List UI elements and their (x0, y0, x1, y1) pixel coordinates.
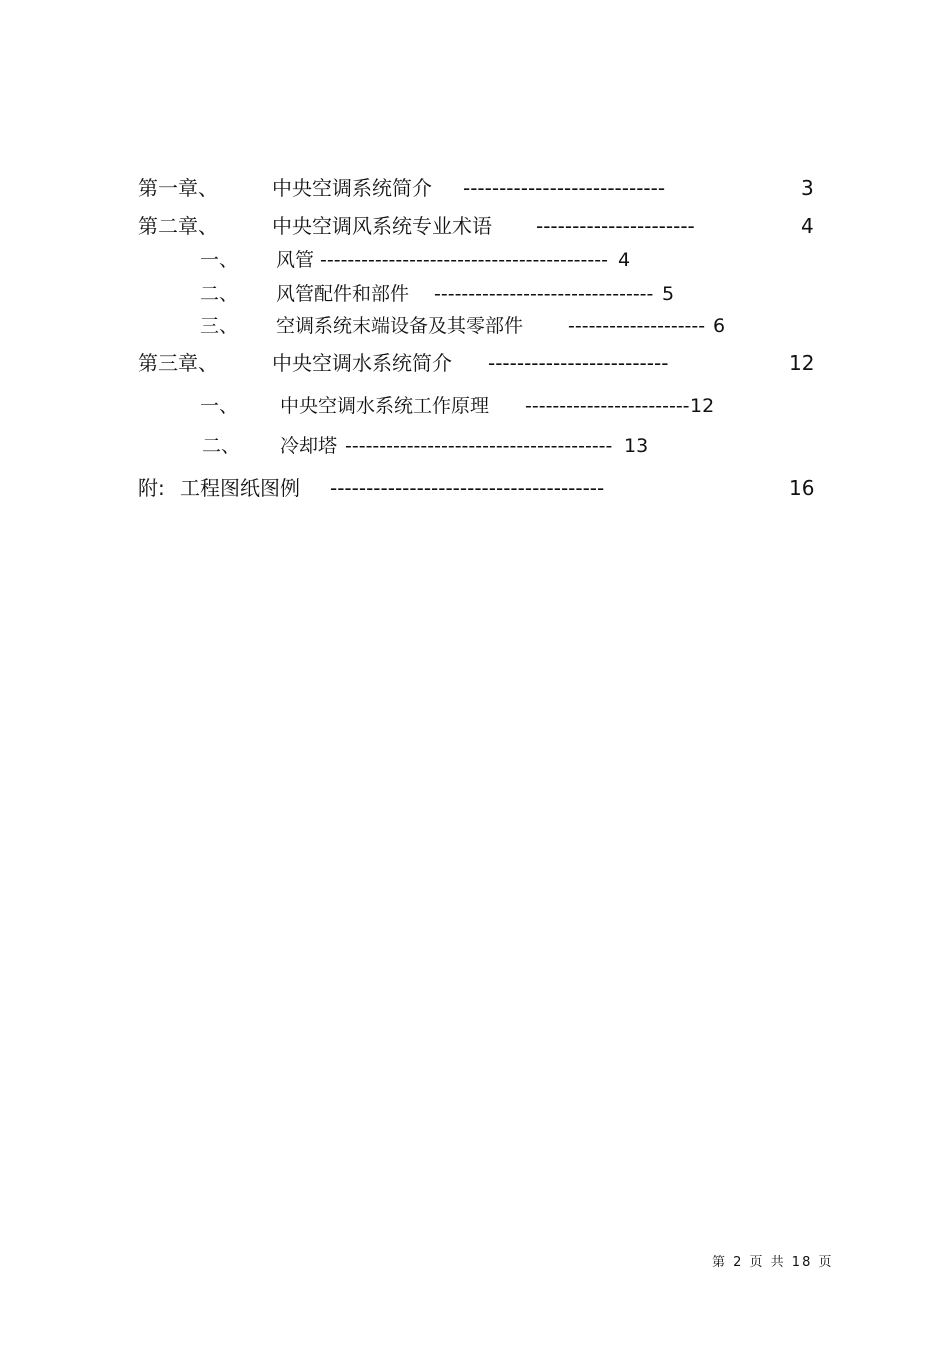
toc-page-number: 4 (801, 214, 814, 238)
toc-number: 一、 (200, 395, 239, 417)
toc-leader-dots: --------------------------------------- (345, 435, 613, 457)
toc-page-number: 16 (789, 476, 815, 500)
toc-leader-dots: ------------------------------------------ (320, 249, 608, 271)
toc-number: 附: (138, 476, 165, 500)
toc-page-number: 12 (690, 395, 715, 417)
toc-title: 风管 (276, 249, 315, 271)
toc-leader-dots: -------------------------------- (434, 283, 654, 305)
toc-title: 工程图纸图例 (180, 476, 300, 500)
toc-number: 一、 (200, 249, 239, 271)
toc-title: 风管配件和部件 (276, 283, 410, 305)
toc-number: 第二章、 (138, 214, 218, 238)
page-footer: 第 2 页 共 18 页 (712, 1255, 834, 1270)
toc-page-number: 6 (713, 315, 726, 337)
toc-title: 中央空调系统简介 (272, 176, 432, 200)
toc-number: 第一章、 (138, 176, 218, 200)
toc-number: 二、 (200, 283, 239, 305)
toc-title: 冷却塔 (280, 435, 338, 457)
toc-title: 空调系统末端设备及其零部件 (276, 315, 524, 337)
toc-number: 三、 (200, 315, 239, 337)
toc-page-number: 4 (618, 249, 631, 271)
toc-page-number: 12 (789, 351, 815, 375)
toc-leader-dots: ------------------------- (488, 351, 669, 375)
toc-title: 中央空调风系统专业术语 (272, 214, 492, 238)
toc-leader-dots: -------------------- (568, 315, 706, 337)
toc-number: 第三章、 (138, 351, 218, 375)
toc-title: 中央空调水系统简介 (272, 351, 452, 375)
toc-leader-dots: ------------------------ (525, 395, 690, 417)
toc-number: 二、 (202, 435, 241, 457)
toc-leader-dots: ---------------------------- (463, 176, 666, 200)
toc-leader-dots: -------------------------------------- (330, 476, 605, 500)
toc-title: 中央空调水系统工作原理 (280, 395, 490, 417)
toc-page-number: 3 (801, 176, 814, 200)
toc-leader-dots: ---------------------- (536, 214, 695, 238)
toc-page-number: 5 (662, 283, 675, 305)
toc-page-number: 13 (624, 435, 649, 457)
